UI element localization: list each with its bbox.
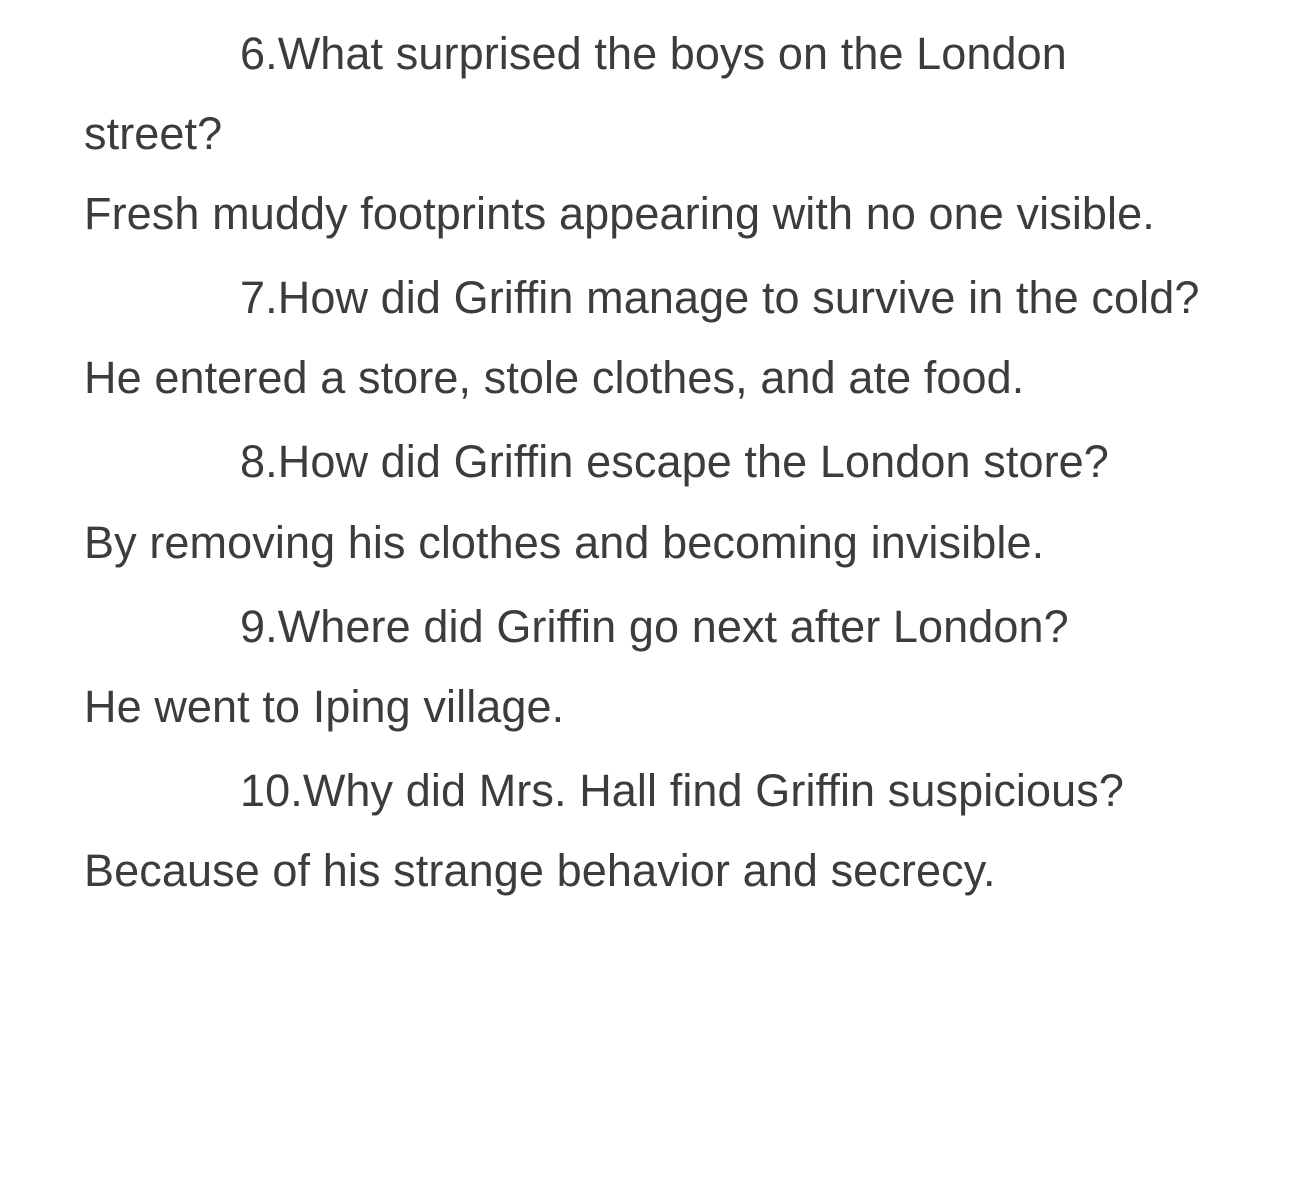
question-number: 8. <box>240 436 278 488</box>
qa-item <box>84 14 1200 254</box>
question-line <box>84 258 1200 338</box>
answer-text: He entered a store, stole clothes, and ate food. <box>84 352 1025 404</box>
question-number: 9. <box>240 600 278 652</box>
answer-text: Because of his strange behavior and secrecy. <box>84 844 996 896</box>
question-text: How did Griffin escape the London store? <box>277 436 1109 488</box>
question-line <box>84 14 1200 174</box>
answer-text: By removing his clothes and becoming invisible. <box>84 516 1045 568</box>
qa-item <box>84 751 1200 911</box>
qa-item <box>84 422 1200 582</box>
qa-item <box>84 587 1200 747</box>
answer-text: He went to Iping village. <box>84 680 565 732</box>
question-number: 7. <box>240 272 278 324</box>
question-text: What surprised the boys on the London street? <box>84 28 1067 160</box>
question-text: Where did Griffin go next after London? <box>277 600 1069 652</box>
question-text: Why did Mrs. Hall find Griffin suspicious? <box>302 764 1125 816</box>
question-number: 10. <box>240 764 303 816</box>
question-line <box>84 422 1200 502</box>
question-line <box>84 587 1200 667</box>
answer-text: Fresh muddy footprints appearing with no one visible. <box>84 188 1155 240</box>
qa-item <box>84 258 1200 418</box>
question-text: How did Griffin manage to survive in the cold? <box>277 272 1200 324</box>
question-number: 6. <box>240 28 278 79</box>
question-line <box>84 751 1200 831</box>
